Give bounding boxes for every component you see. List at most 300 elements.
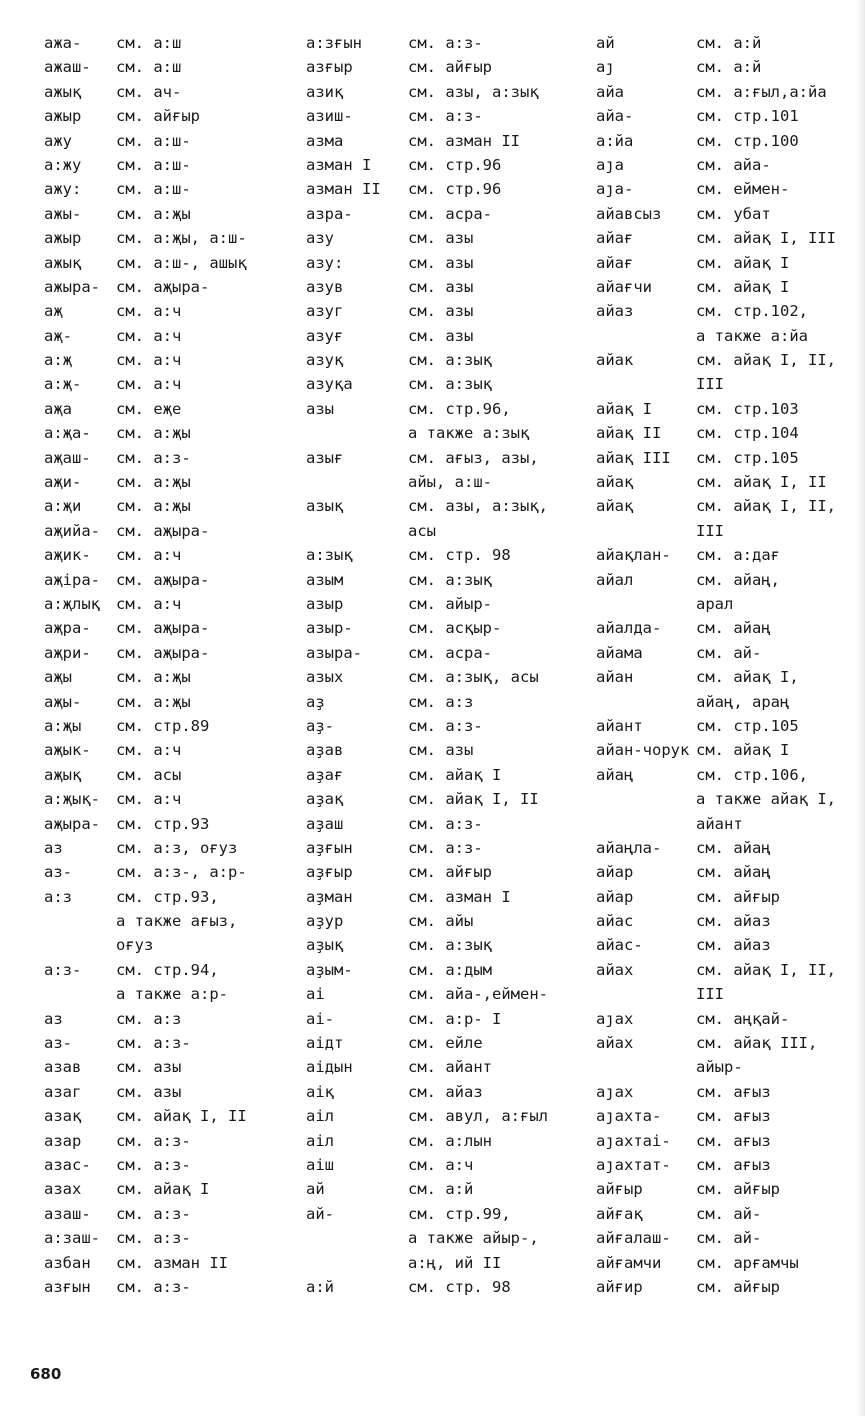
entry-row [596, 470, 865, 494]
cross-reference: см. аҗыра- [116, 521, 210, 540]
cross-reference: см. аңқай- [696, 1009, 790, 1028]
cross-reference: см. стр.93 [116, 814, 210, 833]
cross-reference: см. айы [408, 912, 474, 931]
headword: аҙғын [306, 838, 353, 857]
entry-row [596, 763, 865, 787]
headword: ай [596, 34, 615, 52]
entry-row [44, 763, 314, 787]
cross-reference: см. айақ I [116, 1180, 210, 1199]
entry-row [306, 543, 576, 567]
entry-row [44, 933, 314, 957]
headword: аҗық [44, 765, 82, 784]
cross-reference: см. ағыз [696, 1107, 771, 1126]
headword: аі [306, 985, 325, 1004]
dictionary-column-3 [596, 31, 865, 1299]
entry-row [44, 616, 314, 640]
entry-row [44, 421, 314, 445]
cross-reference: см. азы [408, 326, 474, 345]
entry-row [306, 446, 576, 470]
headword: айас [596, 912, 634, 931]
entry-row [306, 982, 576, 1006]
cross-reference: см. айант [408, 1058, 492, 1077]
entry-row [596, 177, 865, 201]
cross-reference: см. ейле [408, 1034, 483, 1053]
headword: аҙман [306, 887, 353, 906]
entry-row [306, 812, 576, 836]
cross-reference: см. стр.96 [408, 180, 502, 199]
entry-row [306, 80, 576, 104]
headword: ай- [306, 1204, 334, 1223]
entry-row [44, 104, 314, 128]
headword: азы [306, 399, 334, 418]
cross-reference: см. ай- [696, 1229, 762, 1248]
entry-row [306, 885, 576, 909]
cross-reference: см. айғыр [408, 863, 492, 882]
entry-row [44, 226, 314, 250]
cross-reference: асы [408, 521, 436, 540]
headword: айах [596, 960, 634, 979]
entry-row [306, 129, 576, 153]
headword: аȷ [596, 58, 615, 77]
entry-row [596, 909, 865, 933]
cross-reference: см. а:з- [116, 1204, 191, 1223]
headword: азах [44, 1180, 82, 1199]
cross-reference: айыр- [696, 1058, 743, 1077]
entry-row [596, 153, 865, 177]
cross-reference: см. стр.105 [696, 448, 799, 467]
entry-row [306, 763, 576, 787]
headword: ай [306, 1180, 325, 1199]
entry-row [306, 1055, 576, 1079]
headword: аҙағ [306, 765, 344, 784]
entry-row [596, 714, 865, 738]
cross-reference: см. айақ I, II [116, 1107, 247, 1126]
headword: аҗи- [44, 473, 82, 492]
entry-row [596, 129, 865, 153]
headword: азман I [306, 155, 372, 174]
headword: аідт [306, 1034, 344, 1053]
headword: азар [44, 1131, 82, 1150]
cross-reference: см. а:ч [116, 594, 182, 613]
headword: азым [306, 570, 344, 589]
entry-row [306, 909, 576, 933]
entry-row [44, 324, 314, 348]
entry-row [596, 494, 865, 518]
entry-row [306, 1129, 576, 1153]
headword: ажу: [44, 180, 82, 199]
cross-reference: см. стр. 98 [408, 1277, 511, 1296]
entry-row [44, 372, 314, 396]
headword: ажық [44, 82, 82, 101]
cross-reference: см. а:җы [116, 668, 191, 687]
entry-row [306, 1080, 576, 1104]
entry-row [596, 104, 865, 128]
cross-reference: см. айақ I, III [696, 229, 836, 248]
cross-reference: см. а:й [696, 58, 762, 77]
cross-reference: см. еҗе [116, 399, 182, 418]
entry-row [44, 129, 314, 153]
cross-reference: см. а:ш- [116, 131, 191, 150]
entry-row [44, 1080, 314, 1104]
cross-reference: см. айақ I, II, [696, 497, 836, 516]
cross-reference: см. а:ш [116, 34, 182, 52]
cross-reference: см. еймен- [696, 180, 790, 199]
cross-reference: см. айақ I [696, 277, 790, 296]
cross-reference: см. азман II [408, 131, 520, 150]
cross-reference: см. стр.105 [696, 716, 799, 735]
headword: аȷа [596, 155, 624, 174]
cross-reference: см. а:з- [116, 1131, 191, 1150]
headword: азуғ [306, 326, 344, 345]
entry-row [306, 1226, 576, 1250]
entry-row [596, 275, 865, 299]
entry-row [306, 860, 576, 884]
cross-reference: см. аҗыра- [116, 570, 210, 589]
entry-row [596, 592, 865, 616]
headword: азық [306, 497, 344, 516]
entry-row [44, 299, 314, 323]
headword: азра- [306, 204, 353, 223]
headword: азғыр [306, 58, 353, 77]
cross-reference: см. а:з, оғуз [116, 838, 238, 857]
headword: азыр- [306, 619, 353, 638]
cross-reference: см. стр.102, [696, 302, 808, 321]
entry-row [306, 494, 576, 518]
entry-row [596, 1275, 865, 1299]
entry-row [306, 665, 576, 689]
cross-reference: см. азы [408, 741, 474, 760]
cross-reference: см. асра- [408, 204, 492, 223]
entry-row [44, 202, 314, 226]
headword: аȷахта- [596, 1107, 662, 1126]
headword: ажа- [44, 34, 82, 52]
headword: аҙғыр [306, 863, 353, 882]
entry-row [44, 275, 314, 299]
entry-row [306, 177, 576, 201]
cross-reference: а также айыр-, [408, 1229, 539, 1248]
cross-reference: см. ай- [696, 643, 762, 662]
cross-reference: см. айақ I [408, 765, 502, 784]
entry-row [596, 1104, 865, 1128]
headword: а:зғын [306, 34, 362, 52]
headword: аȷа- [596, 180, 634, 199]
cross-reference: см. а:р- I [408, 1009, 502, 1028]
entry-row [44, 31, 314, 55]
cross-reference: см. а:ч [116, 351, 182, 370]
entry-row [44, 982, 314, 1006]
headword: аҗіра- [44, 570, 100, 589]
headword: айақ II [596, 424, 662, 443]
entry-row [596, 1080, 865, 1104]
headword: айал [596, 570, 634, 589]
headword: азуқа [306, 375, 353, 394]
cross-reference: см. азман II [116, 1253, 228, 1272]
headword: ажыр [44, 107, 82, 126]
headword: айақлан- [596, 546, 671, 565]
cross-reference: см. айа-,еймен- [408, 985, 548, 1004]
headword: азығ [306, 448, 344, 467]
headword: айғамчи [596, 1253, 662, 1272]
headword: а:җ- [44, 375, 82, 394]
headword: а:җлық [44, 594, 100, 613]
cross-reference: см. стр.89 [116, 716, 210, 735]
entry-row [44, 885, 314, 909]
headword: айак [596, 351, 634, 370]
entry-row [306, 836, 576, 860]
entry-row [306, 1251, 576, 1275]
entry-row [44, 519, 314, 543]
entry-row [44, 153, 314, 177]
cross-reference: см. асы [116, 765, 182, 784]
entry-row [44, 1104, 314, 1128]
cross-reference: см. стр.99, [408, 1204, 511, 1223]
entry-row [306, 519, 576, 543]
cross-reference: см. айаз [696, 912, 771, 931]
headword: аҗийа- [44, 521, 100, 540]
cross-reference: см. а:й [696, 34, 762, 52]
entry-row [596, 1031, 865, 1055]
entry-row [44, 787, 314, 811]
cross-reference: см. стр. 98 [408, 546, 511, 565]
cross-reference: см. а:з- [408, 107, 483, 126]
cross-reference: см. а:дағ [696, 546, 780, 565]
headword: аҙав [306, 741, 344, 760]
entry-row [44, 348, 314, 372]
cross-reference: а:ң, ий II [408, 1253, 502, 1272]
dictionary-column-1 [44, 31, 314, 1299]
cross-reference: см. а:җы [116, 204, 191, 223]
entry-row [306, 592, 576, 616]
headword: аȷахтат- [596, 1155, 671, 1174]
entry-row [44, 836, 314, 860]
cross-reference: см. а:ч [116, 790, 182, 809]
headword: айан-чорук [596, 741, 690, 760]
headword: айаңла- [596, 838, 662, 857]
cross-reference: III [696, 985, 724, 1004]
cross-reference: оғуз [116, 936, 154, 955]
entry-row [596, 202, 865, 226]
cross-reference: см. а:ш-, ашық [116, 253, 247, 272]
cross-reference: см. айақ I, II, [696, 351, 836, 370]
entry-row [306, 616, 576, 640]
entry-row [44, 1055, 314, 1079]
headword: аҙаш [306, 814, 344, 833]
entry-row [44, 909, 314, 933]
entry-row [44, 177, 314, 201]
headword: аҙақ [306, 790, 344, 809]
cross-reference: см. аҗыра- [116, 277, 210, 296]
headword: азма [306, 131, 344, 150]
headword: аз- [44, 863, 72, 882]
entry-row [596, 1055, 865, 1079]
headword: азав [44, 1058, 82, 1077]
headword: азуқ [306, 351, 344, 370]
headword: аҙ [306, 692, 325, 711]
headword: айғыр [596, 1180, 643, 1199]
entry-row [44, 812, 314, 836]
headword: аідын [306, 1058, 353, 1077]
headword: азақ [44, 1107, 82, 1126]
cross-reference: см. айаң [696, 863, 771, 882]
headword: аҗ [44, 302, 63, 321]
cross-reference: см. а:ч [408, 1155, 474, 1174]
entry-row [306, 690, 576, 714]
entry-row [306, 275, 576, 299]
cross-reference: см. ағыз [696, 1155, 771, 1174]
cross-reference: см. а:з- [408, 814, 483, 833]
cross-reference: а также а:зық [408, 424, 530, 443]
cross-reference: см. а:ч [116, 741, 182, 760]
entry-row [306, 397, 576, 421]
cross-reference: см. ағыз [696, 1082, 771, 1101]
cross-reference: см. а:з- [116, 1034, 191, 1053]
cross-reference: см. айаң [696, 619, 771, 638]
entry-row [306, 372, 576, 396]
headword: азаш- [44, 1204, 91, 1223]
cross-reference: см. азы [408, 253, 474, 272]
headword: айғақ [596, 1204, 643, 1223]
headword: аҙым- [306, 960, 353, 979]
headword: а:й [306, 1277, 334, 1296]
headword: азув [306, 277, 344, 296]
cross-reference: см. стр.100 [696, 131, 799, 150]
entry-row [44, 665, 314, 689]
headword: аіқ [306, 1082, 334, 1101]
cross-reference: см. азы [408, 229, 474, 248]
cross-reference: а также ағыз, [116, 912, 238, 931]
cross-reference: см. а:ч [116, 302, 182, 321]
entry-row [596, 665, 865, 689]
cross-reference: см. стр.103 [696, 399, 799, 418]
entry-row [596, 299, 865, 323]
headword: айа- [596, 107, 634, 126]
cross-reference: см. а:й [408, 1180, 474, 1199]
headword: а:җық- [44, 790, 100, 809]
headword: азых [306, 668, 344, 687]
headword: аҙық [306, 936, 344, 955]
headword: а:зық [306, 546, 353, 565]
entry-row [44, 1275, 314, 1299]
entry-row [44, 543, 314, 567]
entry-row [306, 1031, 576, 1055]
entry-row [306, 714, 576, 738]
entry-row [596, 446, 865, 470]
entry-row [596, 543, 865, 567]
headword: айаз [596, 302, 634, 321]
entry-row [306, 568, 576, 592]
entry-row [44, 592, 314, 616]
entry-row [44, 714, 314, 738]
cross-reference: см. стр.93, [116, 887, 219, 906]
cross-reference: а также а:р- [116, 985, 228, 1004]
cross-reference: см. а:җы [116, 497, 191, 516]
entry-row [596, 397, 865, 421]
cross-reference: III [696, 375, 724, 394]
entry-row [596, 31, 865, 55]
entry-row [306, 641, 576, 665]
cross-reference: см. а:зық, асы [408, 668, 539, 687]
entry-row [306, 1177, 576, 1201]
cross-reference: см. айақ I [696, 253, 790, 272]
entry-row [44, 1251, 314, 1275]
headword: азу: [306, 253, 344, 272]
headword: азу [306, 229, 334, 248]
headword: а:жу [44, 155, 82, 174]
entry-row [306, 202, 576, 226]
headword: а:заш- [44, 1229, 100, 1248]
cross-reference: см. а:дым [408, 960, 492, 979]
entry-row [44, 80, 314, 104]
entry-row [596, 1129, 865, 1153]
headword: айар [596, 887, 634, 906]
entry-row [306, 421, 576, 445]
entry-row [596, 1251, 865, 1275]
entry-row [306, 1104, 576, 1128]
cross-reference: см. айыр- [408, 594, 492, 613]
cross-reference: см. а:зық [408, 351, 492, 370]
entry-row [306, 104, 576, 128]
headword: айағ [596, 253, 634, 272]
cross-reference: а также айақ I, [696, 790, 836, 809]
cross-reference: см. а:з-, а:р- [116, 863, 247, 882]
cross-reference: см. а:ғыл,а:йа [696, 82, 827, 101]
headword: аҗаш- [44, 448, 91, 467]
cross-reference: см. а:зық [408, 570, 492, 589]
cross-reference: см. айаз [408, 1082, 483, 1101]
headword: аȷахтаі- [596, 1131, 671, 1150]
headword: айғир [596, 1277, 643, 1296]
entry-row [596, 958, 865, 982]
cross-reference: см. азы [408, 277, 474, 296]
cross-reference: см. аҗыра- [116, 619, 210, 638]
headword: а:йа [596, 131, 634, 150]
cross-reference: а также а:йа [696, 326, 808, 345]
headword: азыр [306, 594, 344, 613]
cross-reference: см. а:з- [116, 1229, 191, 1248]
headword: аҗа [44, 399, 72, 418]
cross-reference: см. а:ш- [116, 180, 191, 199]
cross-reference: айаң, араң [696, 692, 790, 711]
entry-row [306, 1007, 576, 1031]
headword: айавсыз [596, 204, 662, 223]
entry-row [306, 1275, 576, 1299]
entry-row [44, 251, 314, 275]
headword: аҗ- [44, 326, 72, 345]
entry-row [596, 421, 865, 445]
entry-row [596, 80, 865, 104]
cross-reference: см. ағыз, азы, [408, 448, 539, 467]
entry-row [44, 1007, 314, 1031]
headword: айас- [596, 936, 643, 955]
entry-row [306, 348, 576, 372]
entry-row [596, 226, 865, 250]
cross-reference: см. айақ III, [696, 1034, 818, 1053]
headword: аі- [306, 1009, 334, 1028]
cross-reference: см. айғыр [116, 107, 200, 126]
cross-reference: см. а:з- [116, 448, 191, 467]
cross-reference: см. айақ I, II, [696, 960, 836, 979]
entry-row [306, 470, 576, 494]
entry-row [596, 738, 865, 762]
cross-reference: см. а:ч [116, 375, 182, 394]
headword: а:җ [44, 351, 72, 370]
cross-reference: см. ай- [696, 1204, 762, 1223]
headword: аіл [306, 1131, 334, 1150]
entry-row [44, 958, 314, 982]
cross-reference: см. а:лын [408, 1131, 492, 1150]
cross-reference: см. аҗыра- [116, 643, 210, 662]
cross-reference: см. айаң, [696, 570, 780, 589]
